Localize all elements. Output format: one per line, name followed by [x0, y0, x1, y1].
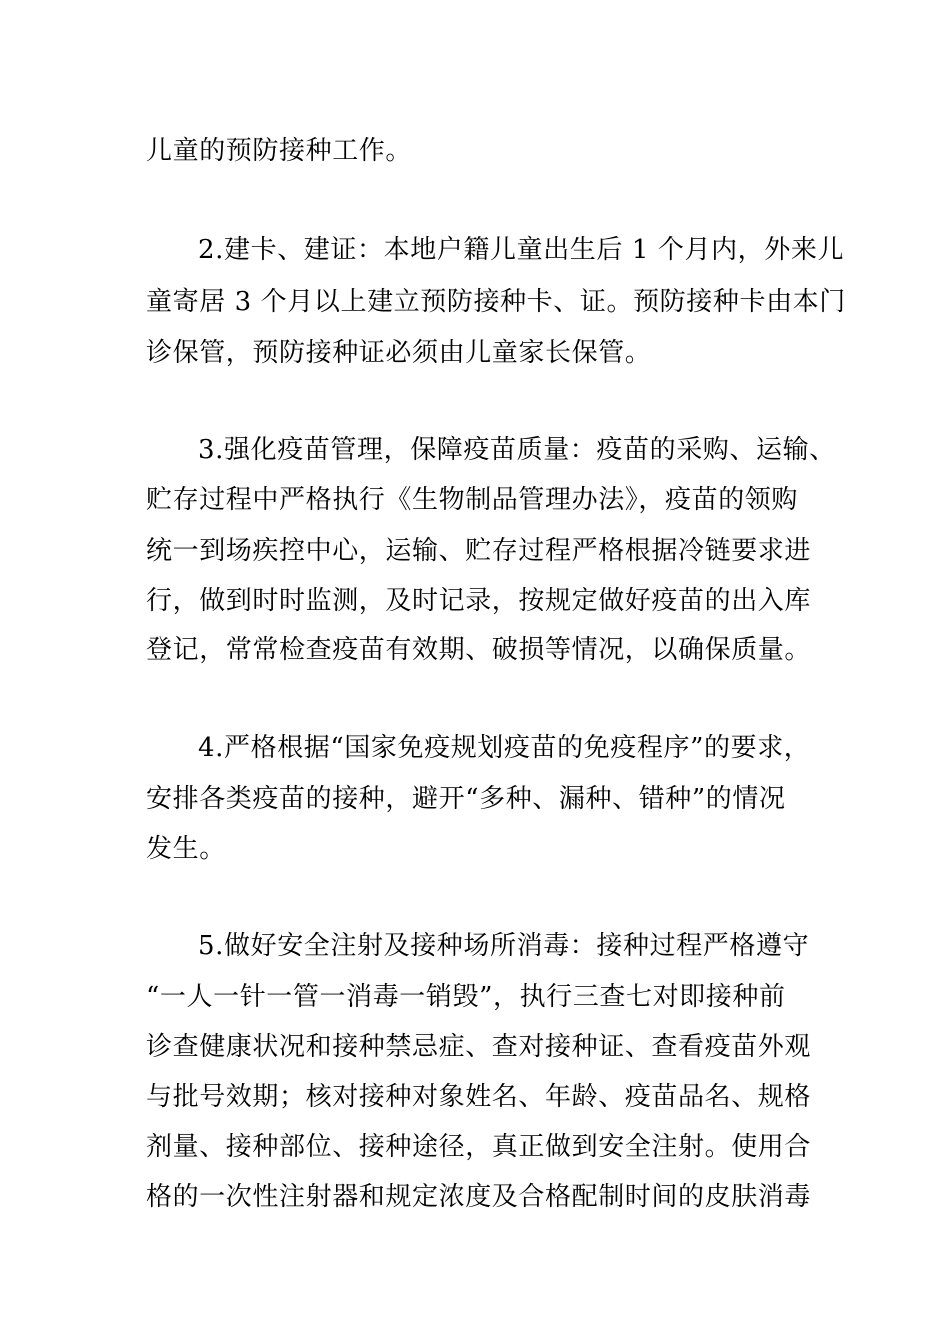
paragraph-line: 5.做好安全注射及接种场所消毒：接种过程严格遵守 [198, 931, 810, 961]
paragraph-line: 行，做到时时监测，及时记录，按规定做好疫苗的出入库 [146, 586, 812, 616]
paragraph-line: 登记，常常检查疫苗有效期、破损等情况，以确保质量。 [146, 635, 812, 665]
paragraph-line: 与批号效期；核对接种对象姓名、年龄、疫苗品名、规格 [146, 1082, 812, 1112]
paragraph-line: 3.强化疫苗管理，保障疫苗质量：疫苗的采购、运输、 [198, 435, 836, 465]
paragraph-line: 发生。 [146, 834, 226, 864]
paragraph-line: 儿童的预防接种工作。 [146, 136, 413, 166]
paragraph-line: 贮存过程中严格执行《生物制品管理办法》，疫苗的领购 [146, 485, 799, 515]
paragraph-line: 2.建卡、建证：本地户籍儿童出生后 1 个月内，外来儿 [198, 235, 845, 265]
paragraph-line: 童寄居 3 个月以上建立预防接种卡、证。预防接种卡由本门 [146, 287, 846, 317]
paragraph-line: 安排各类疫苗的接种，避开“多种、漏种、错种”的情况 [146, 784, 786, 814]
paragraph-line: 剂量、接种部位、接种途径，真正做到安全注射。使用合 [146, 1132, 812, 1162]
paragraph-line: 统一到场疾控中心，运输、贮存过程严格根据冷链要求进 [146, 536, 812, 566]
paragraph-line: 格的一次性注射器和规定浓度及合格配制时间的皮肤消毒 [146, 1182, 812, 1212]
paragraph-line: 诊保管，预防接种证必须由儿童家长保管。 [146, 338, 652, 368]
paragraph-line: 4.严格根据“国家免疫规划疫苗的免疫程序”的要求， [198, 733, 811, 763]
paragraph-line: 诊查健康状况和接种禁忌症、查对接种证、查看疫苗外观 [146, 1032, 812, 1062]
paragraph-line: “一人一针一管一消毒一销毁”，执行三查七对即接种前 [146, 982, 786, 1012]
